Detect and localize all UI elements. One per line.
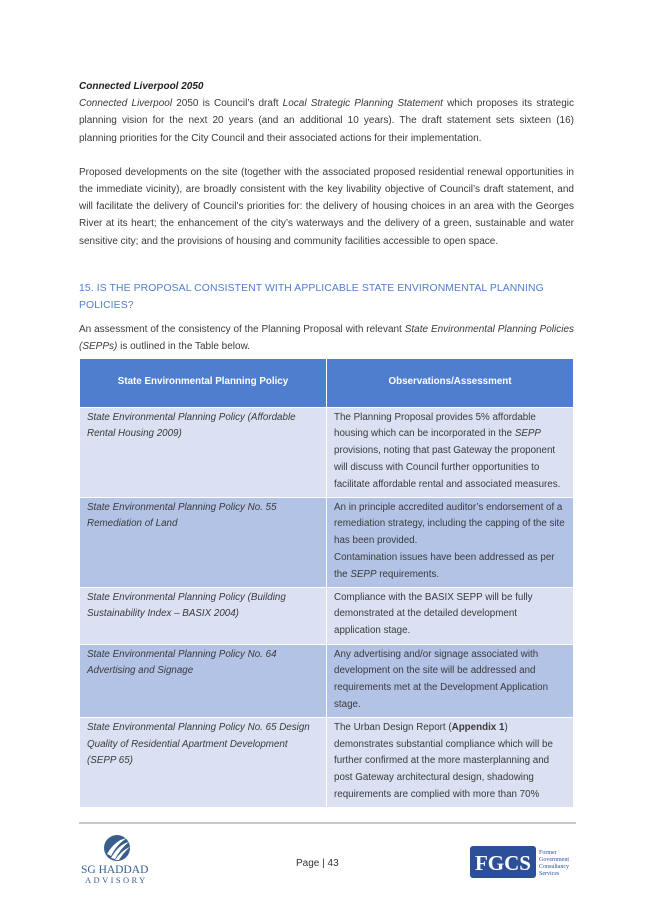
svg-text:FGCS: FGCS <box>474 851 532 875</box>
sg-haddad-logo <box>81 832 161 884</box>
table-row <box>80 587 574 644</box>
table-row <box>80 407 574 497</box>
header-observations: Observations/Assessment <box>327 358 574 407</box>
table-header-row <box>80 358 574 407</box>
section-title: Connected Liverpool 2050 <box>79 81 204 92</box>
fgcs-mark-icon <box>470 846 576 878</box>
section-heading-15: 15. IS THE PROPOSAL CONSISTENT WITH APPLICABLE STATE ENVIRONMENTAL PLANNING POLICIES? <box>79 282 544 312</box>
observation-cell: The Planning Proposal provides 5% affordable housing which can be incorporated in the SEPP provisions, noting that past Gateway the proponent will discuss with Council further opportunities to facilitate affordable rental and associated measures. <box>327 407 574 497</box>
sepp-table <box>79 358 574 808</box>
policy-cell: State Environmental Planning Policy (Building Sustainability Index – BASIX 2004) <box>80 587 327 644</box>
svg-text:ADVISORY: ADVISORY <box>85 875 148 884</box>
svg-text:Government: Government <box>539 857 569 863</box>
policy-cell: State Environmental Planning Policy No. 55 Remediation of Land <box>80 497 327 587</box>
table-intro: An assessment of the consistency of the Planning Proposal with relevant State Environmental Planning Policies (SEPPs) is outlined in the Table below. <box>79 324 575 353</box>
page-number: Page | 43 <box>296 858 339 869</box>
table-row <box>80 497 574 587</box>
paragraph-proposed-developments: Proposed developments on the site (together with the associated proposed residential renewal opportunities in the immediate vicinity), are broadly consistent with the key livability objective of Council’s draft statement, and will facilitate the delivery of Council’s priorities for: the delivery of housing choices in an area with the Georges River at its heart; the enhancement of the city’s waterways and the delivery of a green, sustainable and water sensitive city; and the provisions of housing and community facilities accessible to open space. <box>79 166 574 247</box>
table-row <box>80 644 574 717</box>
observation-cell: The Urban Design Report (Appendix 1) demonstrates substantial compliance which will be further confirmed at the more masterplanning and post Gateway architectural design, shadowing requirements are complied with more than 70% <box>327 717 574 807</box>
header-policy: State Environmental Planning Policy <box>80 358 327 407</box>
svg-text:Services: Services <box>539 871 560 877</box>
observation-cell: Compliance with the BASIX SEPP will be fully demonstrated at the detailed development application stage. <box>327 587 574 644</box>
paragraph-connected-liverpool: Connected Liverpool 2050 is Council’s draft Local Strategic Planning Statement which proposes its strategic planning vision for the next 20 years (and an additional 10 years). The draft statement sets sixteen (16) planning priorities for the City Council and their associated actions for their implementation. <box>79 98 574 144</box>
footer-divider <box>79 822 576 824</box>
svg-text:Consultancy: Consultancy <box>539 864 569 870</box>
page-content <box>79 78 574 808</box>
svg-text:Former: Former <box>539 850 557 856</box>
table-row <box>80 717 574 807</box>
observation-cell: An in principle accredited auditor’s endorsement of a remediation strategy, including the capping of the site has been provided. Contamination issues have been addressed as per the SEPP requirements. <box>327 497 574 587</box>
sg-haddad-emblem-icon <box>81 832 161 884</box>
policy-cell: State Environmental Planning Policy No. 65 Design Quality of Residential Apartment Development (SEPP 65) <box>80 717 327 807</box>
policy-cell: State Environmental Planning Policy No. 64 Advertising and Signage <box>80 644 327 717</box>
policy-cell: State Environmental Planning Policy (Affordable Rental Housing 2009) <box>80 407 327 497</box>
observation-cell: Any advertising and/or signage associated with development on the site will be addressed and requirements met at the Development Application stage. <box>327 644 574 717</box>
svg-text:SG HADDAD: SG HADDAD <box>81 864 149 876</box>
fgcs-logo <box>470 846 576 878</box>
